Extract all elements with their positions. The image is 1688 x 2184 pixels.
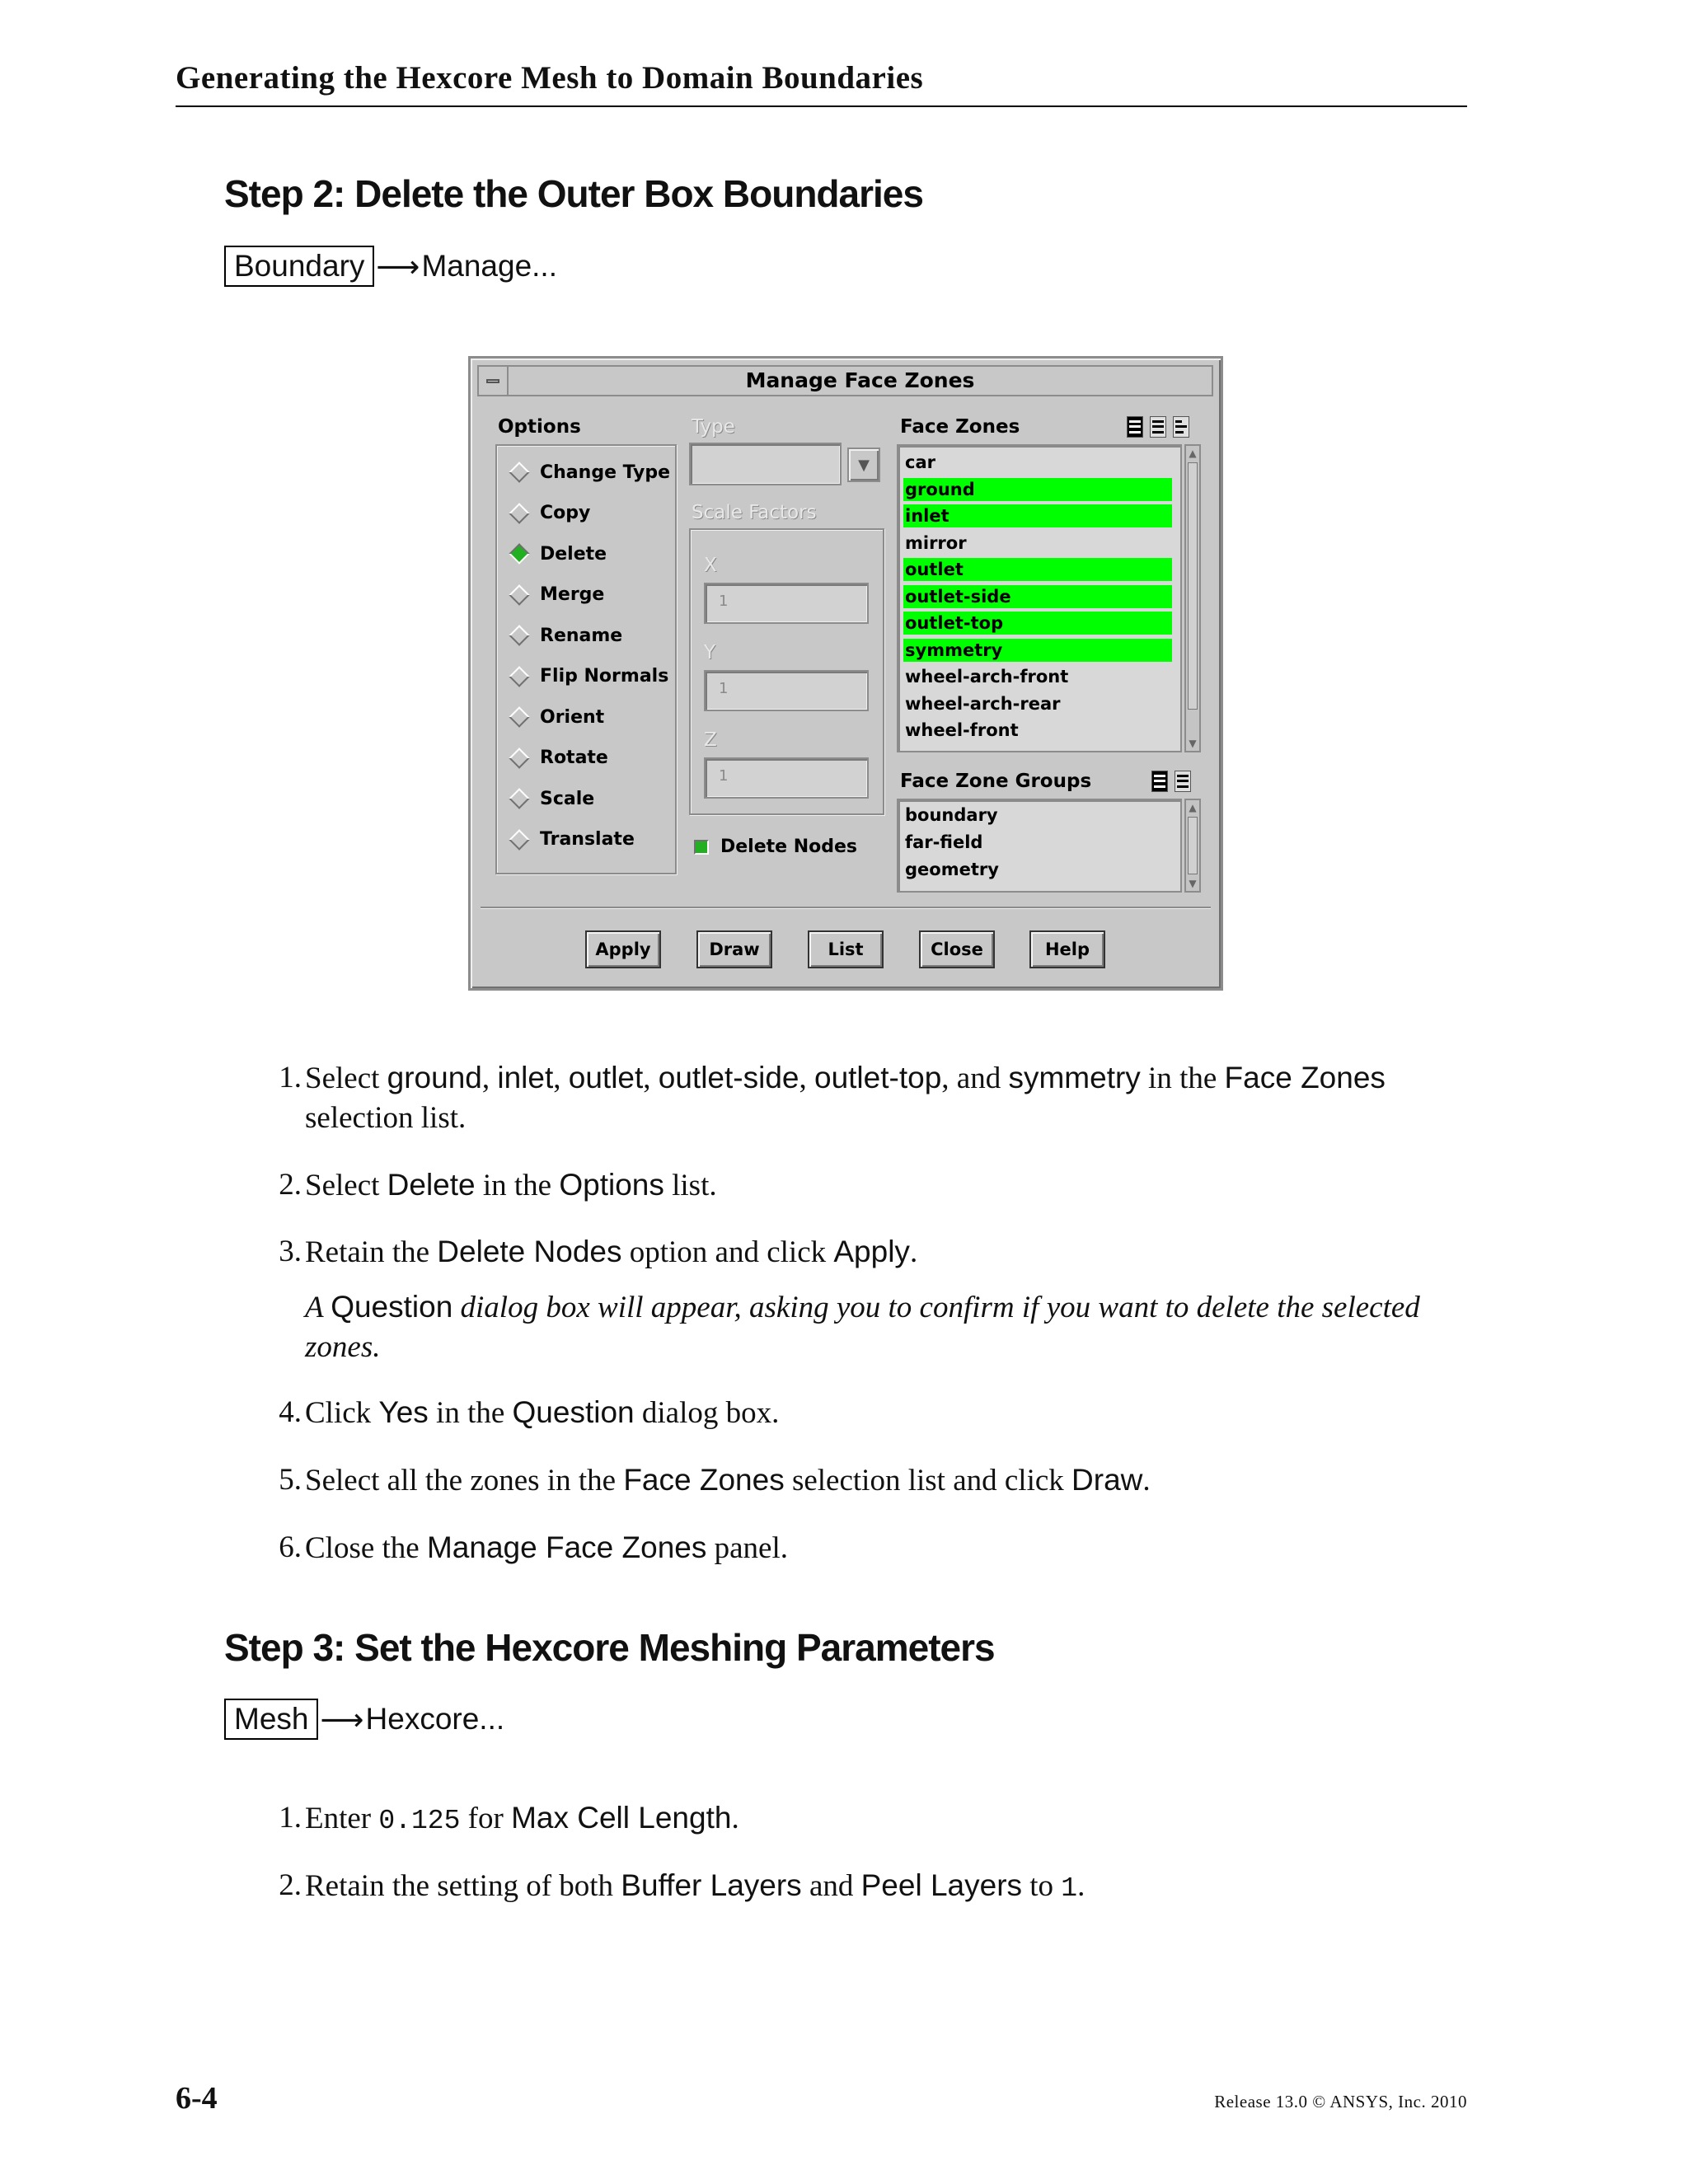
item-text: Select ground, inlet, outlet, outlet-side, outlet-top, and symmetry in the Face Zones selection list. bbox=[305, 1061, 1386, 1135]
radio-diamond-icon[interactable] bbox=[509, 543, 529, 564]
apply-button[interactable]: Apply bbox=[585, 930, 661, 968]
item-number: 6. bbox=[279, 1530, 302, 1564]
copyright-icon: © bbox=[1312, 2092, 1326, 2111]
scroll-up-icon[interactable]: ▲ bbox=[1189, 448, 1197, 459]
list-item bbox=[264, 1460, 1467, 1501]
list-item bbox=[264, 1058, 1467, 1138]
face-zone-item[interactable]: wheel-arch-front bbox=[905, 667, 1069, 687]
y-scale-value: 1 bbox=[719, 680, 729, 697]
face-zones-list[interactable] bbox=[897, 444, 1182, 752]
item-number: 2. bbox=[279, 1868, 302, 1902]
window-menu-icon[interactable] bbox=[479, 367, 509, 395]
item-text: Retain the setting of both Buffer Layers and Peel Layers to 1. bbox=[305, 1868, 1085, 1904]
radio-diamond-icon[interactable] bbox=[509, 625, 529, 645]
scale-factors-label: Scale Factors bbox=[692, 502, 817, 523]
list-item bbox=[264, 1528, 1467, 1568]
menu-arrow-icon: ⟶ bbox=[376, 249, 420, 284]
select-all-icon[interactable] bbox=[1127, 416, 1143, 438]
menu-arrow-icon: ⟶ bbox=[320, 1702, 364, 1736]
option-change-type[interactable] bbox=[512, 456, 670, 489]
radio-diamond-icon[interactable] bbox=[509, 503, 529, 523]
option-flip-normals[interactable] bbox=[512, 660, 668, 693]
face-zone-groups-scrollbar[interactable] bbox=[1184, 799, 1201, 893]
item-text: Select all the zones in the Face Zones selection list and click Draw. bbox=[305, 1463, 1151, 1497]
option-label: Orient bbox=[540, 706, 605, 728]
option-label: Rename bbox=[540, 625, 623, 646]
option-label: Copy bbox=[540, 503, 591, 523]
list-item bbox=[264, 1232, 1467, 1367]
options-group bbox=[495, 444, 677, 874]
face-zone-groups-label: Face Zone Groups bbox=[900, 771, 1092, 792]
face-zone-item[interactable]: symmetry bbox=[903, 639, 1172, 662]
face-zone-groups-selection-tools bbox=[1151, 771, 1191, 792]
item-text: Retain the Delete Nodes option and click Apply. bbox=[305, 1235, 918, 1269]
option-copy[interactable] bbox=[512, 497, 590, 530]
list-item bbox=[264, 1393, 1467, 1433]
item-number: 4. bbox=[279, 1395, 302, 1429]
option-label: Merge bbox=[540, 584, 605, 605]
draw-button[interactable]: Draw bbox=[696, 930, 772, 968]
type-dropdown-button[interactable] bbox=[847, 448, 880, 482]
select-all-groups-icon[interactable] bbox=[1151, 771, 1168, 792]
face-zone-groups-list[interactable] bbox=[897, 799, 1182, 893]
face-zones-label: Face Zones bbox=[900, 416, 1020, 438]
radio-diamond-icon[interactable] bbox=[509, 788, 529, 808]
header-rule bbox=[176, 105, 1467, 107]
face-zone-item[interactable]: inlet bbox=[903, 504, 1172, 527]
item-text: Enter 0.125 for Max Cell Length. bbox=[305, 1801, 739, 1836]
running-head: Generating the Hexcore Mesh to Domain Boundaries bbox=[176, 60, 924, 96]
page-number: 6-4 bbox=[176, 2081, 218, 2116]
manage-face-zones-dialog bbox=[468, 356, 1223, 991]
x-scale-input[interactable] bbox=[704, 583, 869, 624]
chevron-down-icon: ▼ bbox=[858, 456, 870, 474]
options-label: Options bbox=[498, 416, 581, 438]
groups-scroll-thumb[interactable] bbox=[1188, 817, 1198, 874]
option-rotate[interactable] bbox=[512, 742, 608, 775]
radio-diamond-icon[interactable] bbox=[509, 829, 529, 850]
deselect-all-icon[interactable] bbox=[1150, 416, 1166, 438]
face-zone-item[interactable]: wheel-arch-rear bbox=[905, 693, 1061, 714]
z-scale-value: 1 bbox=[719, 767, 729, 785]
step3-heading: Step 3: Set the Hexcore Meshing Parameters bbox=[224, 1626, 995, 1669]
scroll-down-icon[interactable]: ▼ bbox=[1189, 738, 1197, 749]
option-label: Translate bbox=[540, 829, 635, 850]
x-scale-value: 1 bbox=[719, 593, 729, 610]
face-zone-item[interactable]: outlet-top bbox=[903, 612, 1172, 635]
face-zone-group-item[interactable]: boundary bbox=[905, 805, 998, 825]
item-number: 2. bbox=[279, 1168, 302, 1202]
item-note: A Question dialog box will appear, asking you to confirm if you want to delete the selected zones. bbox=[305, 1290, 1420, 1364]
y-label: Y bbox=[704, 642, 716, 663]
face-zone-item[interactable]: wheel-front bbox=[905, 720, 1019, 740]
groups-scroll-up-icon[interactable]: ▲ bbox=[1189, 802, 1197, 813]
face-zone-group-item[interactable]: far-field bbox=[905, 832, 983, 852]
option-label: Rotate bbox=[540, 748, 608, 768]
type-label: Type bbox=[692, 416, 735, 438]
face-zones-selection-tools bbox=[1127, 416, 1189, 438]
face-zone-item[interactable]: car bbox=[905, 452, 935, 472]
option-delete[interactable] bbox=[512, 537, 607, 570]
groups-scroll-down-icon[interactable]: ▼ bbox=[1189, 878, 1197, 889]
face-zone-item[interactable]: ground bbox=[903, 478, 1172, 501]
step2-heading: Step 2: Delete the Outer Box Boundaries bbox=[224, 172, 923, 215]
button-separator bbox=[481, 907, 1211, 909]
x-label: X bbox=[704, 555, 717, 576]
list-item bbox=[264, 1798, 1467, 1841]
option-orient[interactable] bbox=[512, 701, 604, 733]
radio-diamond-icon[interactable] bbox=[509, 584, 529, 605]
delete-nodes-checkbox[interactable] bbox=[694, 840, 709, 855]
option-label: Flip Normals bbox=[540, 666, 669, 687]
manage-menu-item[interactable]: Manage... bbox=[421, 249, 557, 283]
list-item bbox=[264, 1165, 1467, 1206]
delete-nodes-label: Delete Nodes bbox=[720, 837, 858, 857]
radio-diamond-icon[interactable] bbox=[509, 748, 529, 768]
option-label: Change Type bbox=[540, 462, 671, 483]
item-text: Select Delete in the Options list. bbox=[305, 1168, 717, 1202]
item-text: Click Yes in the Question dialog box. bbox=[305, 1395, 780, 1430]
deselect-all-groups-icon[interactable] bbox=[1175, 771, 1191, 792]
step3-menu-path bbox=[224, 1699, 504, 1740]
face-zones-scrollbar[interactable] bbox=[1184, 444, 1201, 752]
z-scale-input[interactable] bbox=[704, 757, 869, 799]
list-item bbox=[264, 1866, 1467, 1909]
release-note: Release 13.0 © ANSYS, Inc. 2010 bbox=[1214, 2092, 1467, 2111]
close-button[interactable]: Close bbox=[919, 930, 995, 968]
option-label: Scale bbox=[540, 788, 595, 809]
scroll-thumb[interactable] bbox=[1188, 462, 1198, 710]
face-zone-group-item[interactable]: geometry bbox=[905, 860, 999, 879]
help-button[interactable]: Help bbox=[1029, 930, 1105, 968]
face-zone-item[interactable]: outlet-side bbox=[903, 585, 1172, 608]
option-merge[interactable] bbox=[512, 579, 604, 612]
step2-menu-path bbox=[224, 246, 557, 287]
select-pattern-icon[interactable] bbox=[1173, 416, 1189, 438]
radio-diamond-icon[interactable] bbox=[509, 706, 529, 727]
item-number: 3. bbox=[279, 1235, 302, 1268]
option-label: Delete bbox=[540, 543, 607, 565]
mesh-menu[interactable]: Mesh bbox=[224, 1699, 318, 1740]
face-zone-item[interactable]: mirror bbox=[905, 532, 967, 553]
dialog-title: Manage Face Zones bbox=[745, 368, 975, 392]
dialog-titlebar[interactable] bbox=[477, 365, 1213, 396]
type-dropdown[interactable] bbox=[689, 443, 842, 485]
item-number: 5. bbox=[279, 1463, 302, 1497]
option-translate[interactable] bbox=[512, 823, 635, 856]
radio-diamond-icon[interactable] bbox=[509, 666, 529, 687]
option-rename[interactable] bbox=[512, 619, 622, 652]
item-text: Close the Manage Face Zones panel. bbox=[305, 1530, 788, 1565]
delete-nodes-option[interactable] bbox=[694, 837, 857, 857]
y-scale-input[interactable] bbox=[704, 670, 869, 711]
list-button[interactable]: List bbox=[808, 930, 884, 968]
z-label: Z bbox=[704, 729, 717, 751]
boundary-menu[interactable]: Boundary bbox=[224, 246, 374, 287]
face-zone-item[interactable]: outlet bbox=[903, 558, 1172, 581]
radio-diamond-icon[interactable] bbox=[509, 462, 529, 482]
hexcore-menu-item[interactable]: Hexcore... bbox=[365, 1702, 505, 1736]
item-number: 1. bbox=[279, 1801, 302, 1835]
item-number: 1. bbox=[279, 1061, 302, 1094]
option-scale[interactable] bbox=[512, 782, 594, 815]
